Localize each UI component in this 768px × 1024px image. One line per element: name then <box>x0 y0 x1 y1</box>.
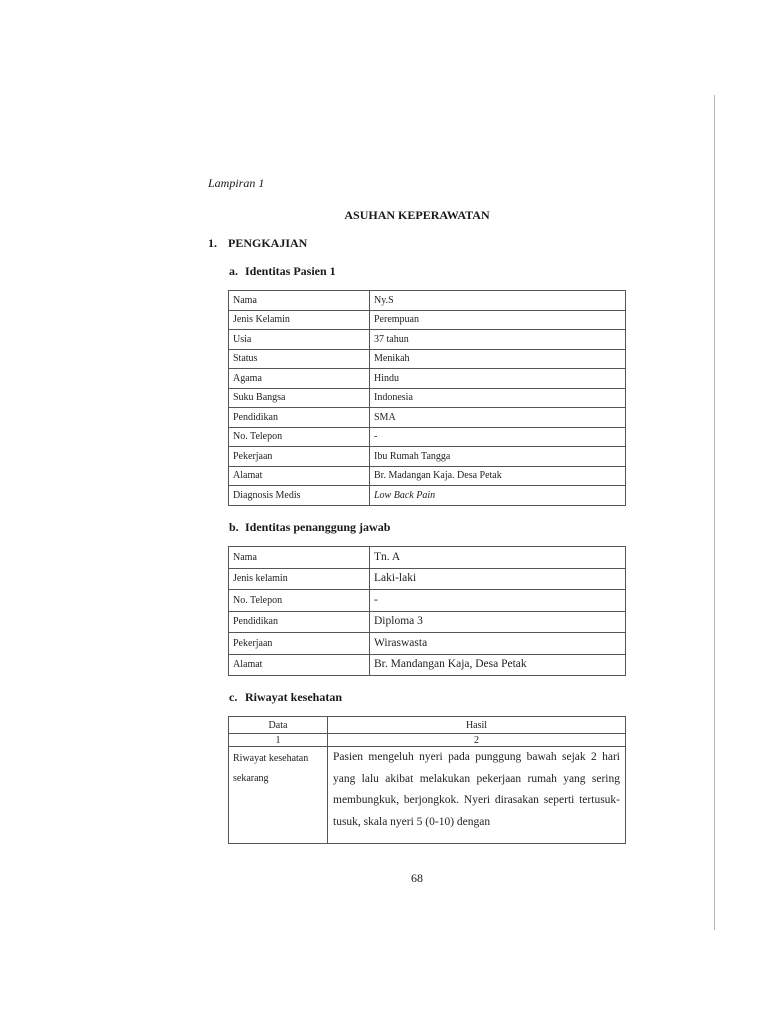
row-value: Low Back Pain <box>370 486 626 506</box>
row-label: Pekerjaan <box>229 633 370 655</box>
row-value: Perempuan <box>370 310 626 330</box>
row-label: Pekerjaan <box>229 447 370 467</box>
row-value: Ibu Rumah Tangga <box>370 447 626 467</box>
subsection-letter: c. <box>229 690 238 704</box>
subsection-title: Riwayat kesehatan <box>245 690 343 704</box>
section-heading <box>208 236 307 251</box>
row-value: Menikah <box>370 349 626 369</box>
row-label: Diagnosis Medis <box>229 486 370 506</box>
column-number: 2 <box>328 734 626 747</box>
subsection-letter: b. <box>229 520 239 534</box>
table-row <box>229 369 626 389</box>
row-label: Alamat <box>229 466 370 486</box>
column-header-data: Data <box>229 717 328 734</box>
row-value: - <box>370 427 626 447</box>
table-row <box>229 310 626 330</box>
row-value: 37 tahun <box>370 330 626 350</box>
row-value: Br. Mandangan Kaja, Desa Petak <box>370 654 626 676</box>
column-number: 1 <box>229 734 328 747</box>
row-label: Alamat <box>229 654 370 676</box>
subsection-title: Identitas penanggung jawab <box>245 520 391 534</box>
health-history-table <box>228 716 626 844</box>
table-row <box>229 447 626 467</box>
table-row <box>229 486 626 506</box>
row-value: Tn. A <box>370 547 626 569</box>
row-label: Usia <box>229 330 370 350</box>
table-row <box>229 590 626 612</box>
history-data-cell: Riwayat kesehatan sekarang <box>229 747 328 844</box>
subsection-heading-guardian <box>229 520 390 535</box>
table-row <box>229 427 626 447</box>
row-label: Suku Bangsa <box>229 388 370 408</box>
row-label: Jenis kelamin <box>229 568 370 590</box>
row-label: Nama <box>229 291 370 311</box>
appendix-label: Lampiran 1 <box>208 176 265 190</box>
subsection-heading-history <box>229 690 342 705</box>
table-row <box>229 466 626 486</box>
guardian-identity-table <box>228 546 626 676</box>
table-row <box>229 408 626 428</box>
column-header-hasil: Hasil <box>328 717 626 734</box>
row-label: Pendidikan <box>229 611 370 633</box>
subsection-heading-patient <box>229 264 336 279</box>
row-label: Agama <box>229 369 370 389</box>
patient-identity-table <box>228 290 626 506</box>
table-row <box>229 568 626 590</box>
row-label: No. Telepon <box>229 427 370 447</box>
section-title: PENGKAJIAN <box>228 236 308 250</box>
table-row <box>229 388 626 408</box>
row-value: Hindu <box>370 369 626 389</box>
table-row <box>229 654 626 676</box>
row-value: SMA <box>370 408 626 428</box>
page-edge-line <box>714 95 715 930</box>
row-value: Ny.S <box>370 291 626 311</box>
row-value: Br. Madangan Kaja. Desa Petak <box>370 466 626 486</box>
history-result-cell: Pasien mengeluh nyeri pada punggung bawah sejak 2 hari yang lalu akibat melakukan pekerjaan rumah yang sering membungkuk, berjongkok. Nyeri dirasakan seperti tertusuk-tusuk, skala nyeri 5 (0-10) dengan <box>328 747 626 844</box>
row-value: Laki-laki <box>370 568 626 590</box>
table-row <box>229 330 626 350</box>
table-row <box>229 349 626 369</box>
column-number-row <box>229 734 626 747</box>
row-value: - <box>370 590 626 612</box>
table-header-row <box>229 717 626 734</box>
row-label: No. Telepon <box>229 590 370 612</box>
table-row <box>229 747 626 844</box>
page-number: 68 <box>411 871 423 885</box>
table-row <box>229 291 626 311</box>
row-label: Status <box>229 349 370 369</box>
document-title: ASUHAN KEPERAWATAN <box>344 208 490 222</box>
row-value: Diploma 3 <box>370 611 626 633</box>
subsection-letter: a. <box>229 264 238 278</box>
row-label: Nama <box>229 547 370 569</box>
row-label: Jenis Kelamin <box>229 310 370 330</box>
section-number: 1. <box>208 236 217 250</box>
table-row <box>229 547 626 569</box>
subsection-title: Identitas Pasien 1 <box>245 264 336 278</box>
table-row <box>229 611 626 633</box>
table-row <box>229 633 626 655</box>
row-value: Indonesia <box>370 388 626 408</box>
row-label: Pendidikan <box>229 408 370 428</box>
row-value: Wiraswasta <box>370 633 626 655</box>
